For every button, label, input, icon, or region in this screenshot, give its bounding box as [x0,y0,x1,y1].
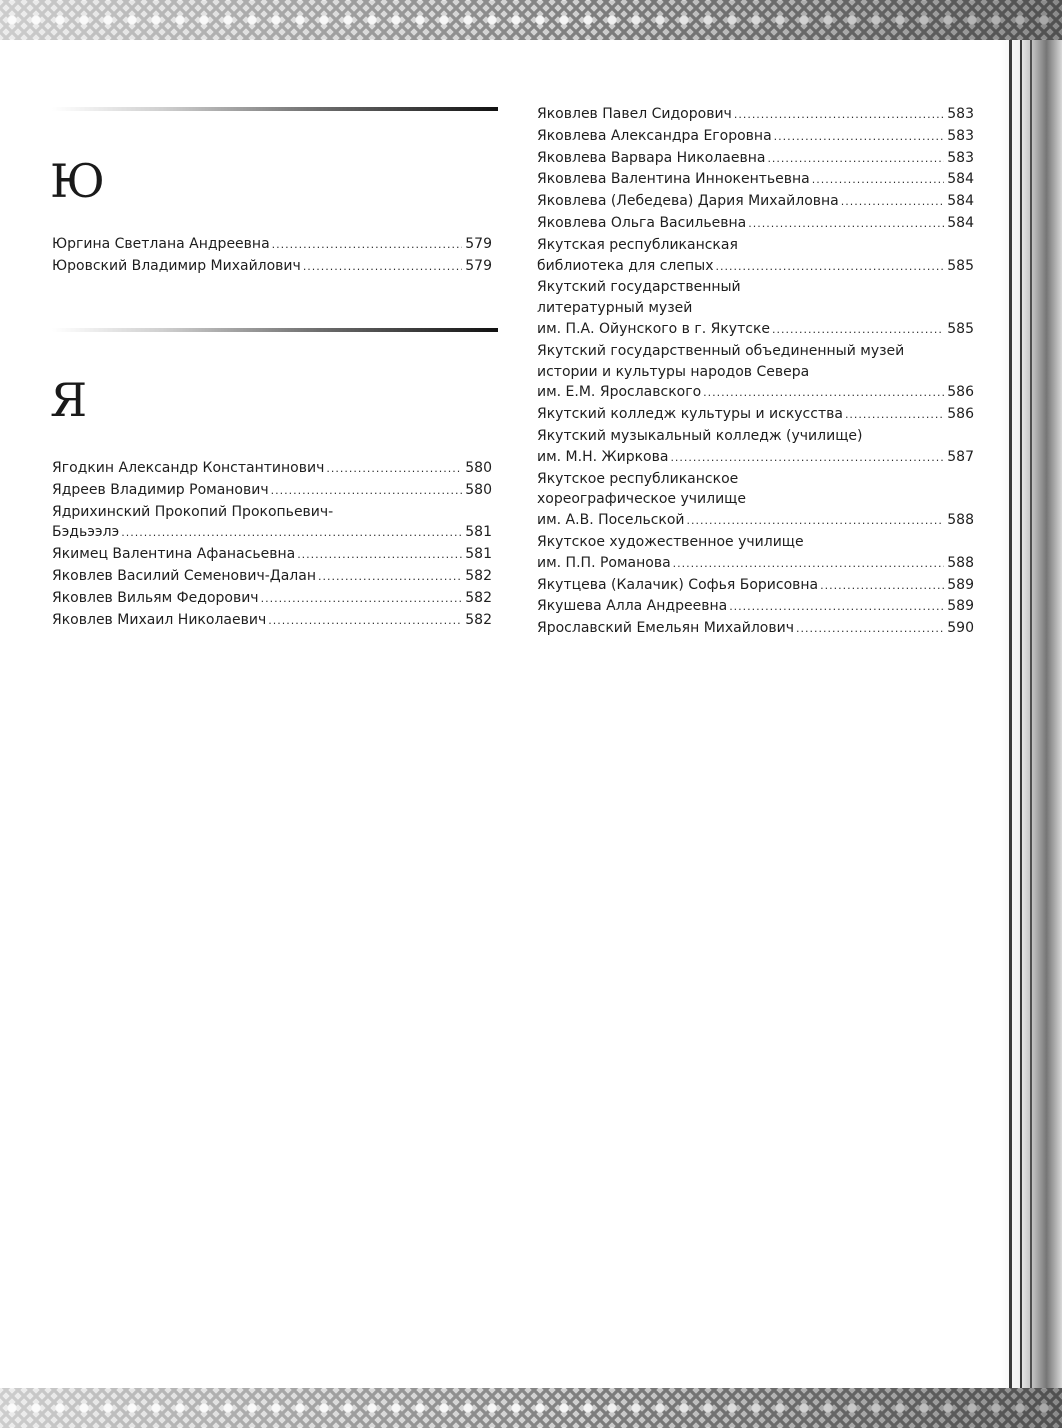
index-entry [52,458,492,480]
entry-title-line: Якушева Алла Андреевна [537,598,728,615]
entry-title-line: Яковлева Варвара Николаевна [537,149,766,166]
index-list-ya [52,458,492,631]
index-entry [537,169,974,191]
page-number: 583 [947,127,974,144]
entry-title-line: Бэдьээлэ [52,524,120,541]
dot-leader [303,257,462,278]
index-entry [52,256,492,278]
entry-last-line [537,148,974,170]
entry-last-line [537,596,974,618]
dot-leader [729,597,944,618]
entry-title-line: им. А.В. Посельской [537,512,685,529]
dot-leader [841,192,945,213]
dot-leader [796,619,944,640]
index-entry [537,148,974,170]
page-number: 581 [465,546,492,563]
page-number: 579 [465,257,492,274]
entry-last-line [52,544,492,566]
entry-last-line [52,480,492,502]
index-entry [52,480,492,502]
dot-leader [670,448,944,469]
dot-leader [261,589,463,610]
dot-leader [845,405,944,426]
entry-title-line: им. П.А. Ойунского в г. Якутске [537,320,771,337]
page-number: 583 [947,106,974,122]
index-entry [537,104,974,126]
entry-last-line [537,213,974,235]
index-entry [537,213,974,235]
page-number: 590 [947,620,974,637]
entry-title-line: им. М.Н. Жиркова [537,448,669,465]
section-letter-yu: Ю [50,154,103,208]
dot-leader [774,127,945,148]
page-number: 579 [465,236,492,252]
entry-last-line [537,126,974,148]
entry-last-line [537,191,974,213]
section-letter-ya: Я [50,373,86,427]
page-number: 583 [947,149,974,166]
index-entry [537,532,974,575]
page-number: 582 [465,611,492,628]
entry-last-line [537,553,974,575]
index-entry [537,126,974,148]
entry-title-line: Яковлева Ольга Васильевна [537,214,747,231]
entry-last-line [52,522,492,544]
index-list-right-column [537,104,974,640]
page-number: 582 [465,567,492,584]
entry-title-line: Якутский государственный [537,279,741,296]
entry-title-line: Якутский колледж культуры и искусства [537,406,843,423]
dot-leader [271,481,463,502]
entry-last-line [537,256,974,278]
dot-leader [272,235,463,256]
page-number: 584 [947,214,974,231]
entry-title-line: Юровский Владимир Михайлович [52,257,301,274]
page-number: 586 [947,384,974,401]
index-entry [537,575,974,597]
entry-last-line [52,610,492,632]
page-number: 588 [947,512,974,529]
entry-last-line [537,575,974,597]
index-entry [52,566,492,588]
page-number: 589 [947,598,974,615]
page-number: 582 [465,589,492,606]
dot-leader [772,320,944,341]
page-number: 580 [465,460,492,476]
dot-leader [820,576,944,597]
index-entry [537,469,974,532]
entry-title-line: Яковлев Михаил Николаевич [52,611,267,628]
entry-title-line: Якутское художественное училище [537,533,804,550]
entry-title-line: Юргина Светлана Андреевна [52,236,270,252]
page-number: 581 [465,524,492,541]
top-ornament-border [0,0,1062,40]
dot-leader [673,554,945,575]
dot-leader [318,567,462,588]
entry-title-line: Ягодкин Александр Константинович [52,460,325,476]
index-entry [537,191,974,213]
page-number: 587 [947,448,974,465]
entry-last-line [537,404,974,426]
section-divider [52,107,498,111]
index-entry [52,234,492,256]
entry-last-line [52,588,492,610]
index-entry [52,544,492,566]
entry-title-line: истории и культуры народов Севера [537,363,810,380]
page-number: 585 [947,257,974,274]
dot-leader [715,257,944,278]
entry-title-line: литературный музей [537,300,693,317]
entry-title-line: им. П.П. Романова [537,554,671,571]
entry-title-line: Якутский музыкальный колледж (училище) [537,427,863,444]
entry-last-line [537,618,974,640]
dot-leader [748,214,944,235]
index-entry [537,341,974,404]
index-entry [537,235,974,278]
page-number: 584 [947,193,974,210]
entry-title-line: Якутская республиканская [537,236,738,253]
frame-line [1009,40,1012,1388]
index-entry [537,618,974,640]
index-entry [52,610,492,632]
entry-title-line: Яковлева Валентина Иннокентьевна [537,171,810,188]
index-entry [537,596,974,618]
entry-title-line: Якутское республиканское [537,470,739,487]
dot-leader [297,545,462,566]
entry-title-line: им. Е.М. Ярославского [537,384,702,401]
page-number: 588 [947,554,974,571]
dot-leader [687,511,945,532]
dot-leader [121,523,462,544]
entry-title-line: Ядреев Владимир Романович [52,481,269,498]
entry-title-line: Якутцева (Калачик) Софья Борисовна [537,576,819,593]
entry-last-line [52,256,492,278]
entry-title-line: Ядрихинский Прокопий Прокопьевич- [52,503,334,520]
dot-leader [326,459,462,480]
index-entry [537,404,974,426]
index-entry [537,426,974,469]
section-divider [52,328,498,332]
entry-title-line: Ярославский Емельян Михайлович [537,620,794,637]
entry-title-line: Яковлев Вильям Федорович [52,589,259,606]
page-number: 584 [947,171,974,188]
dot-leader [268,611,462,632]
dot-leader [812,170,945,191]
index-entry [52,588,492,610]
entry-title-line: Яковлев Павел Сидорович [537,106,732,122]
entry-last-line [537,169,974,191]
index-entry [52,502,492,545]
page-number: 589 [947,576,974,593]
dot-leader [734,105,944,126]
entry-title-line: библиотека для слепых [537,257,714,274]
index-entry [537,277,974,340]
frame-line [1020,40,1022,1388]
dot-leader [767,149,944,170]
entry-title-line: Якимец Валентина Афанасьевна [52,546,296,563]
entry-last-line [537,382,974,404]
entry-title-line: хореографическое училище [537,491,746,508]
page-number: 580 [465,481,492,498]
entry-last-line [537,104,974,126]
entry-last-line [537,510,974,532]
entry-title-line: Яковлева (Лебедева) Дария Михайловна [537,193,839,210]
entry-title-line: Яковлев Василий Семенович-Далан [52,567,316,584]
entry-last-line [537,447,974,469]
entry-last-line [537,319,974,341]
dot-leader [703,383,944,404]
page-number: 586 [947,406,974,423]
entry-last-line [52,458,492,480]
page-number: 585 [947,320,974,337]
entry-last-line [52,566,492,588]
entry-title-line: Якутский государственный объединенный музей [537,342,905,359]
frame-line [1030,40,1032,1388]
entry-last-line [52,234,492,256]
index-list-yu [52,234,492,278]
bottom-ornament-border [0,1388,1062,1428]
entry-title-line: Яковлева Александра Егоровна [537,127,772,144]
